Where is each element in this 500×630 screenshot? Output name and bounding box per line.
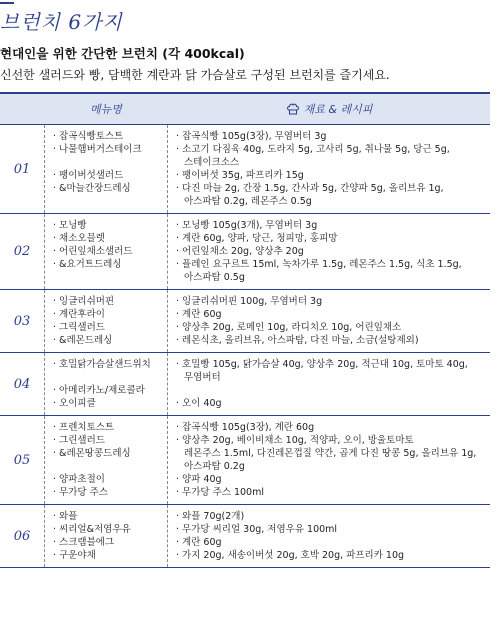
row-number: 05 <box>13 452 31 468</box>
menu-item: · &레몬드레싱 <box>53 334 167 347</box>
recipe-item: · 가지 20g, 새송이버섯 20g, 호박 20g, 파프리카 10g <box>176 549 490 562</box>
menu-item: · 씨리얼&저염우유 <box>53 523 167 536</box>
table-header <box>0 94 490 125</box>
table-row <box>0 353 490 416</box>
menu-item: · 양파초절이 <box>53 473 167 486</box>
table-row <box>0 214 490 290</box>
recipe-cell <box>168 353 490 415</box>
recipe-item: · 어린잎채소 20g, 양상추 20g <box>176 245 490 258</box>
spacer <box>53 371 167 384</box>
menu-item: · 무가당 주스 <box>53 486 167 499</box>
spacer <box>53 460 167 473</box>
row-number: 03 <box>13 313 31 329</box>
recipe-item: · 잉글리쉬머핀 100g, 무염버터 3g <box>176 295 490 308</box>
menu-item: · &마늘간장드레싱 <box>53 182 167 195</box>
menu-cell <box>44 416 168 504</box>
menu-cell <box>44 505 168 567</box>
row-number: 01 <box>13 161 31 177</box>
recipe-item: 스테이크소스 <box>184 157 240 168</box>
row-number: 02 <box>13 244 31 259</box>
page-description: 신선한 샐러드와 빵, 담백한 계란과 닭 가슴살로 구성된 브런치를 즐기세요. <box>0 68 390 82</box>
recipe-item: · 와플 70g(2개) <box>176 510 490 523</box>
menu-item: · 구운야채 <box>53 549 167 562</box>
row-number: 06 <box>13 528 31 544</box>
menu-item: · 그린샐러드 <box>53 434 167 447</box>
table-row <box>0 505 490 568</box>
page-subtitle: 현대인을 위한 간단한 브런치 (각 400kcal) <box>0 46 245 61</box>
header-menu: 메뉴명 <box>90 103 122 116</box>
table-row <box>0 290 490 353</box>
top-rule <box>0 2 14 4</box>
menu-cell <box>44 290 168 352</box>
menu-item: · &요거트드레싱 <box>53 258 167 271</box>
recipe-item: · 팽이버섯 35g, 파프리카 15g <box>176 169 490 182</box>
recipe-item: · 계란 60g, 양파, 당근, 청피망, 홍피망 <box>176 232 490 245</box>
menu-item: · 계란후라이 <box>53 308 167 321</box>
recipe-item: · 레몬식초, 올리브유, 아스파탐, 다진 마늘, 소금(설탕제외) <box>176 334 490 347</box>
recipe-item: 레몬주스 1.5ml, 다진레몬껍질 약간, 곱게 다진 땅콩 5g, 올리브유 1g, <box>184 448 477 459</box>
page-heading: 브런치 6가지 <box>0 10 123 34</box>
menu-item: · 어린잎채소샐러드 <box>53 245 167 258</box>
recipe-item: · 잡곡식빵 105g(3장), 무염버터 3g <box>176 130 490 143</box>
recipe-cell <box>168 214 490 289</box>
table-row <box>0 125 490 214</box>
menu-item: · 나물햄버거스테이크 <box>53 143 167 156</box>
recipe-item: · 오이 40g <box>176 397 490 410</box>
menu-item: · 팽이버섯샐러드 <box>53 169 167 182</box>
recipe-cell <box>168 416 490 504</box>
row-number: 04 <box>13 376 31 392</box>
menu-item: · 그릭샐러드 <box>53 321 167 334</box>
recipe-item: · 모닝빵 105g(3개), 무염버터 3g <box>176 219 490 232</box>
menu-item: · 프렌치토스트 <box>53 421 167 434</box>
menu-item: · 호밀닭가슴살샌드위치 <box>53 358 167 371</box>
recipe-item: · 다진 마늘 2g, 간장 1.5g, 간사과 5g, 간양파 5g, 올리브유 1g, <box>176 182 490 195</box>
menu-item: · 잉글리쉬머핀 <box>53 295 167 308</box>
recipe-item: · 호밀빵 105g, 닭가슴살 40g, 양상추 20g, 적근대 10g, 토마토 40g, <box>176 358 490 371</box>
recipe-item: · 잡곡식빵 105g(3장), 계란 60g <box>176 421 490 434</box>
menu-item: · 모닝빵 <box>53 219 167 232</box>
menu-cell <box>44 353 168 415</box>
menu-item: · 채소오믈렛 <box>53 232 167 245</box>
recipe-cell <box>168 290 490 352</box>
recipe-cell <box>168 505 490 567</box>
recipe-item: 아스파탐 0.5g <box>184 272 245 283</box>
spacer <box>176 384 490 397</box>
table-row <box>0 416 490 505</box>
menu-item: · &레몬땅콩드레싱 <box>53 447 167 460</box>
menu-item: · 스크램블에그 <box>53 536 167 549</box>
recipe-item: · 플레인 요구르트 15ml, 녹차가루 1.5g, 레몬주스 1.5g, 식초 1.5g, <box>176 258 490 271</box>
brunch-table <box>0 92 490 568</box>
menu-cell <box>44 125 168 213</box>
recipe-item: · 소고기 다짐육 40g, 도라지 5g, 고사리 5g, 취나물 5g, 당근 5g, <box>176 143 490 156</box>
header-recipe: 재료 & 레시피 <box>303 103 373 116</box>
recipe-item: 아스파탐 0.2g <box>184 461 245 472</box>
recipe-item: 아스파탐 0.2g, 레몬주스 0.5g <box>184 196 312 207</box>
menu-item: · 오이피클 <box>53 397 167 410</box>
menu-item: · 와플 <box>53 510 167 523</box>
recipe-item: · 양파 40g <box>176 473 490 486</box>
recipe-item: · 양상추 20g, 로메인 10g, 라디치오 10g, 어린잎채소 <box>176 321 490 334</box>
chef-hat-icon <box>286 102 300 116</box>
recipe-cell <box>168 125 490 213</box>
menu-item: · 아메리카노/제로콜라 <box>53 384 167 397</box>
recipe-item: · 양상추 20g, 베이비채소 10g, 적양파, 오이, 방울토마토 <box>176 434 490 447</box>
spacer <box>53 156 167 169</box>
recipe-item: · 계란 60g <box>176 308 490 321</box>
menu-cell <box>44 214 168 289</box>
recipe-item: · 무가당 주스 100ml <box>176 486 490 499</box>
header-recipe-cell <box>168 101 490 117</box>
table-body <box>0 125 490 568</box>
recipe-item: 무염버터 <box>184 372 221 383</box>
recipe-item: · 계란 60g <box>176 536 490 549</box>
recipe-item: · 무가당 씨리얼 30g, 저염우유 100ml <box>176 523 490 536</box>
menu-item: · 잡곡식빵토스트 <box>53 130 167 143</box>
